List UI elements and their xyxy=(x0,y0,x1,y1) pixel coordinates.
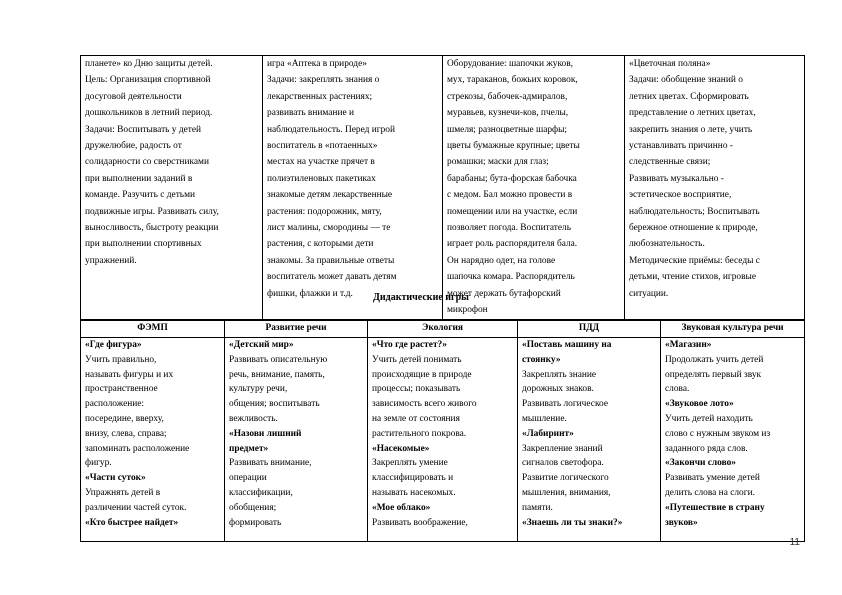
text-line: растения: подорожник, мяту, xyxy=(267,206,382,217)
game-title: предмет» xyxy=(229,443,269,454)
text-line: барабаны; бута-форская бабочка xyxy=(447,173,577,184)
game-description-line: слово с нужным звуком из xyxy=(665,428,771,439)
game-description-line: слова. xyxy=(665,384,690,395)
game-title: звуков» xyxy=(665,517,698,528)
game-description-line: Продолжать учить детей xyxy=(665,354,764,365)
text-line: Методические приёмы: беседы с xyxy=(629,255,760,266)
game-description-line: зависимость всего живого xyxy=(372,399,477,410)
sports-event-cell xyxy=(81,56,263,320)
text-line: мух, тараканов, божьих коровок, xyxy=(447,75,578,86)
text-line: закрепить знания о лете, учить xyxy=(629,124,753,135)
text-line: следственные связи; xyxy=(629,157,711,168)
game-description-line: запоминать расположение xyxy=(85,443,190,454)
text-line: с медом. Бал можно провести в xyxy=(447,190,573,201)
game-description-line: общения; воспитывать xyxy=(229,399,320,410)
text-line: при выполнении спортивных xyxy=(85,239,202,250)
game-description-line: заданного ряда слов. xyxy=(665,443,748,454)
text-line: бережное отношение к природе, xyxy=(629,223,758,234)
text-line: шапочка комара. Распорядитель xyxy=(447,272,575,283)
section-title: Дидактические игры xyxy=(373,292,469,303)
text-line: эстетическое восприятие, xyxy=(629,190,732,201)
game-description-line: растительного покрова. xyxy=(372,428,467,439)
text-line: дошкольников в летний период. xyxy=(85,108,213,119)
text-line: может держать бутафорский xyxy=(447,288,561,299)
game-title: «Закончи слово» xyxy=(665,458,736,469)
text-line: Цель: Организация спортивной xyxy=(85,75,211,86)
text-line: дружелюбие, радость от xyxy=(85,141,182,152)
table-row xyxy=(81,56,805,320)
game-description-line: памяти. xyxy=(522,502,553,513)
traffic-games-cell xyxy=(518,338,661,542)
table-row xyxy=(81,338,805,542)
game-title: «Назови лишний xyxy=(229,428,302,439)
game-description-line: классификации, xyxy=(229,487,293,498)
text-line: устанавливать причинно - xyxy=(629,141,733,152)
game-description-line: культуру речи, xyxy=(229,384,288,395)
game-description-line: дорожных знаков. xyxy=(522,384,594,395)
game-description-line: Развитие логического xyxy=(522,473,609,484)
text-line: стрекозы, бабочек-адмиралов, xyxy=(447,91,568,102)
text-line: Задачи: обобщение знаний о xyxy=(629,75,743,86)
game-title: «Мое облако» xyxy=(372,502,431,513)
game-title: «Насекомые» xyxy=(372,443,430,454)
game-description-line: на земле от состояния xyxy=(372,413,460,424)
text-line: Задачи: закреплять знания о xyxy=(267,75,380,86)
text-line: при выполнении заданий в xyxy=(85,173,193,184)
header-sound-culture: Звуковая культура речи xyxy=(661,321,805,338)
text-line: солидарности со сверстниками xyxy=(85,157,209,168)
text-line: растения, с которыми дети xyxy=(267,239,374,250)
header-femp: ФЭМП xyxy=(81,321,225,338)
game-description-line: Упражнять детей в xyxy=(85,487,161,498)
text-line: летних цветах. Сформировать xyxy=(629,91,749,102)
text-line: полиэтиленовых пакетиках xyxy=(267,173,376,184)
game-description-line: расположение: xyxy=(85,399,145,410)
game-title: «Магазин» xyxy=(665,340,712,350)
speech-games-cell xyxy=(225,338,368,542)
text-line: представление о летних цветах, xyxy=(629,108,756,119)
game-description-line: операции xyxy=(229,473,267,484)
text-line: досуговой деятельности xyxy=(85,91,182,102)
text-line: планете» ко Дню защиты детей. xyxy=(85,59,213,69)
didactic-games-table xyxy=(80,320,805,542)
game-description-line: Учить детей понимать xyxy=(372,354,462,365)
header-speech: Развитие речи xyxy=(225,321,368,338)
text-line: «Цветочная поляна» xyxy=(629,59,711,69)
game-title: «Части суток» xyxy=(85,473,146,484)
activities-table xyxy=(80,55,805,320)
game-description-line: внизу, слева, справа; xyxy=(85,428,167,439)
game-description-line: сигналов светофора. xyxy=(522,458,604,469)
game-description-line: Учить правильно, xyxy=(85,354,157,365)
game-title: «Где фигура» xyxy=(85,340,142,350)
text-line: лист малины, смородины — те xyxy=(267,223,391,234)
game-description-line: Закреплять знание xyxy=(522,369,597,380)
game-description-line: речь, внимание, память, xyxy=(229,369,325,380)
ecology-games-cell xyxy=(368,338,518,542)
text-line: цветы бумажные крупные; цветы xyxy=(447,141,580,152)
game-description-line: называть насекомых. xyxy=(372,487,456,498)
text-line: команде. Разучить с детьми xyxy=(85,190,196,201)
femp-games-cell xyxy=(81,338,225,542)
game-description-line: мышления, внимания, xyxy=(522,487,611,498)
game-description-line: фигур. xyxy=(85,458,112,469)
text-line: воспитатель может давать детям xyxy=(267,272,397,283)
text-line: ситуации. xyxy=(629,288,669,299)
game-description-line: Развивать воображение, xyxy=(372,517,468,528)
game-title: «Путешествие в страну xyxy=(665,502,765,513)
game-description-line: посередине, вверху, xyxy=(85,413,164,424)
game-description-line: классифицировать и xyxy=(372,473,454,484)
game-description-line: определять первый звук xyxy=(665,369,762,380)
text-line: упражнений. xyxy=(85,255,137,266)
game-description-line: Развивать описательную xyxy=(229,354,328,365)
game-description-line: называть фигуры и их xyxy=(85,369,174,380)
game-description-line: Закрепление знаний xyxy=(522,443,603,454)
page-number: 11 xyxy=(789,537,800,548)
game-description-line: мышление. xyxy=(522,413,567,424)
header-row xyxy=(81,321,805,338)
game-title: «Что где растет?» xyxy=(372,340,447,350)
game-description-line: вежливость. xyxy=(229,413,278,424)
text-line: фишки, флажки и т.д. xyxy=(267,288,353,299)
pharmacy-game-cell xyxy=(263,56,443,320)
text-line: позволяет погода. Воспитатель xyxy=(447,223,571,234)
game-description-line: Учить детей находить xyxy=(665,413,753,424)
game-description-line: Развивать умение детей xyxy=(665,473,760,484)
text-line: муравьев, кузнечи-ков, пчелы, xyxy=(447,108,569,119)
text-line: лекарственных растениях; xyxy=(267,91,373,102)
text-line: знакомые детям лекарственные xyxy=(267,190,393,201)
text-line: Развивать музыкально - xyxy=(629,173,724,184)
game-description-line: обобщения; xyxy=(229,502,277,513)
game-title: стоянку» xyxy=(522,354,561,365)
game-title: «Поставь машину на xyxy=(522,340,612,350)
game-description-line: происходящие в природе xyxy=(372,369,472,380)
text-line: любознательность. xyxy=(629,239,705,250)
text-line: игра «Аптека в природе» xyxy=(267,59,367,69)
game-title: «Детский мир» xyxy=(229,340,294,350)
game-title: «Звуковое лото» xyxy=(665,399,734,410)
game-description-line: пространственное xyxy=(85,384,158,395)
game-description-line: Закреплять умение xyxy=(372,458,448,469)
text-line: ромашки; маски для глаз; xyxy=(447,157,549,168)
header-ecology: Экология xyxy=(368,321,518,338)
flower-meadow-cell xyxy=(625,56,805,320)
text-line: Оборудование: шапочки жуков, xyxy=(447,59,574,69)
text-line: Он нарядно одет, на голове xyxy=(447,255,556,266)
text-line: знакомы. За правильные ответы xyxy=(267,255,395,266)
text-line: наблюдательность; Воспитывать xyxy=(629,206,760,217)
text-line: выносливость, быстроту реакции xyxy=(85,223,219,234)
text-line: наблюдательность. Перед игрой xyxy=(267,124,396,135)
sound-games-cell xyxy=(661,338,805,542)
game-description-line: процессы; показывать xyxy=(372,384,461,395)
text-line: микрофон xyxy=(447,305,488,316)
game-description-line: делить слова на слоги. xyxy=(665,487,755,498)
header-traffic-rules: ПДД xyxy=(518,321,661,338)
game-description-line: различении частей суток. xyxy=(85,502,187,513)
text-line: подвижные игры. Развивать силу, xyxy=(85,206,219,217)
text-line: играет роль распорядителя бала. xyxy=(447,239,578,250)
game-description-line: Развивать внимание, xyxy=(229,458,312,469)
text-line: детьми, чтение стихов, игровые xyxy=(629,272,756,283)
game-description-line: Развивать логическое xyxy=(522,399,608,410)
text-line: развивать внимание и xyxy=(267,108,354,119)
game-title: «Кто быстрее найдет» xyxy=(85,517,179,528)
text-line: Задачи: Воспитывать у детей xyxy=(85,124,202,135)
text-line: воспитатель в «потаенных» xyxy=(267,141,378,152)
game-title: «Лабиринт» xyxy=(522,428,574,439)
text-line: помещении или на участке, если xyxy=(447,206,578,217)
text-line: шмеля; разноцветные шарфы; xyxy=(447,124,568,135)
game-description-line: формировать xyxy=(229,517,282,528)
equipment-cell xyxy=(443,56,625,320)
game-title: «Знаешь ли ты знаки?» xyxy=(522,517,623,528)
text-line: местах на участке прячет в xyxy=(267,157,375,168)
